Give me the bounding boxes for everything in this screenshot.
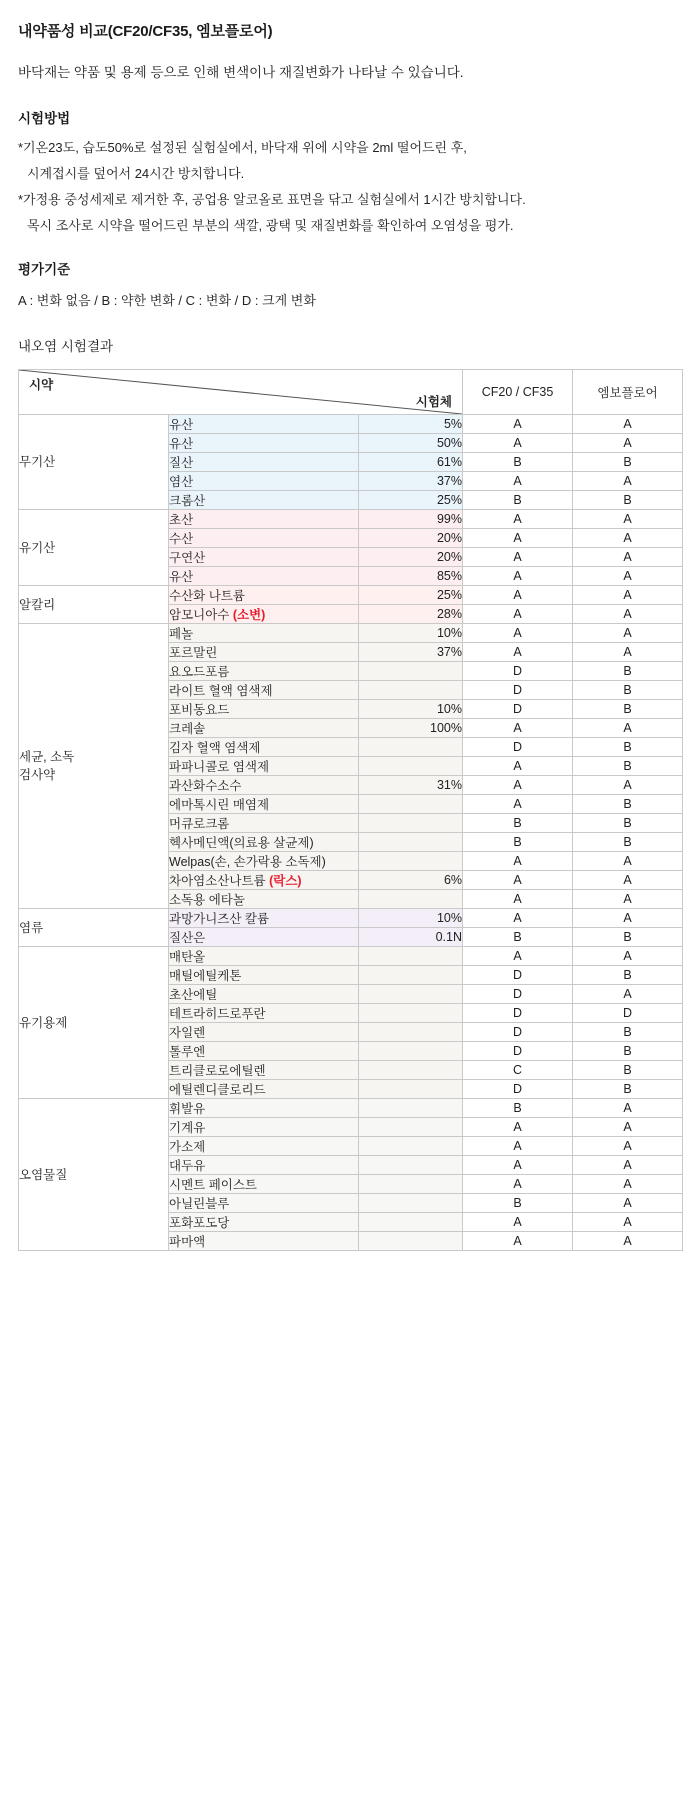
chemical-name-cell: 파파니콜로 염색제 (169, 757, 359, 776)
header-specimen-label: 시험체 (415, 395, 453, 410)
concentration-cell (359, 662, 463, 681)
concentration-cell (359, 1061, 463, 1080)
concentration-cell (359, 1232, 463, 1251)
chemical-name-cell: 시멘트 페이스트 (169, 1175, 359, 1194)
chemical-name-cell: 헥사메딘액(의료용 살균제) (169, 833, 359, 852)
concentration-cell: 10% (359, 909, 463, 928)
concentration-cell (359, 814, 463, 833)
concentration-cell (359, 1080, 463, 1099)
chemical-name-cell: 크롬산 (169, 491, 359, 510)
result-embo-cell: B (573, 1080, 683, 1099)
chemical-name-cell: 에마톡시린 매염제 (169, 795, 359, 814)
concentration-cell (359, 985, 463, 1004)
result-embo-cell: B (573, 1023, 683, 1042)
chemical-name-cell: 구연산 (169, 548, 359, 567)
chemical-name-cell: 포화포도당 (169, 1213, 359, 1232)
concentration-cell: 25% (359, 586, 463, 605)
result-embo-cell: B (573, 814, 683, 833)
result-cf-cell: A (463, 1137, 573, 1156)
result-cf-cell: D (463, 966, 573, 985)
result-cf-cell: A (463, 548, 573, 567)
result-cf-cell: A (463, 529, 573, 548)
chemical-alias-tag: (소변) (229, 608, 266, 623)
result-cf-cell: D (463, 985, 573, 1004)
concentration-cell: 20% (359, 548, 463, 567)
result-cf-cell: B (463, 928, 573, 947)
chemical-name-cell: 초산에틸 (169, 985, 359, 1004)
result-embo-cell: A (573, 985, 683, 1004)
result-cf-cell: B (463, 453, 573, 472)
criteria-heading: 평가기준 (18, 262, 71, 278)
concentration-cell (359, 947, 463, 966)
result-embo-cell: A (573, 510, 683, 529)
result-cf-cell: A (463, 472, 573, 491)
result-cf-cell: A (463, 1213, 573, 1232)
concentration-cell: 10% (359, 700, 463, 719)
result-cf-cell: A (463, 909, 573, 928)
result-cf-cell: A (463, 776, 573, 795)
concentration-cell: 37% (359, 643, 463, 662)
result-embo-cell: A (573, 1156, 683, 1175)
chemical-name-cell: 수산화 나트륨 (169, 586, 359, 605)
result-embo-cell: A (573, 909, 683, 928)
result-embo-cell: A (573, 605, 683, 624)
result-embo-cell: A (573, 567, 683, 586)
chemical-name-cell: 파마액 (169, 1232, 359, 1251)
concentration-cell (359, 1118, 463, 1137)
result-embo-cell: B (573, 453, 683, 472)
chemical-name-cell: 가소제 (169, 1137, 359, 1156)
result-cf-cell: D (463, 662, 573, 681)
chemical-name-cell: 김자 혈액 염색제 (169, 738, 359, 757)
result-embo-cell: B (573, 795, 683, 814)
results-table-body (19, 415, 683, 1251)
concentration-cell (359, 1099, 463, 1118)
concentration-cell (359, 1175, 463, 1194)
result-embo-cell: A (573, 586, 683, 605)
concentration-cell (359, 1194, 463, 1213)
chemical-name-cell: 포르말린 (169, 643, 359, 662)
category-cell: 유기용제 (19, 947, 169, 1099)
concentration-cell: 28% (359, 605, 463, 624)
header-result-embo: 엠보플로어 (573, 370, 683, 415)
result-embo-cell: A (573, 871, 683, 890)
concentration-cell (359, 1213, 463, 1232)
chemical-name-cell: Welpas(손, 손가락용 소독제) (169, 852, 359, 871)
result-cf-cell: A (463, 605, 573, 624)
concentration-cell: 31% (359, 776, 463, 795)
results-table (18, 369, 683, 1251)
result-embo-cell: B (573, 681, 683, 700)
chemical-name-cell: 라이트 혈액 염색제 (169, 681, 359, 700)
chemical-name-cell: 자일렌 (169, 1023, 359, 1042)
result-embo-cell: A (573, 852, 683, 871)
category-cell: 알칼리 (19, 586, 169, 624)
concentration-cell (359, 738, 463, 757)
category-cell: 유기산 (19, 510, 169, 586)
result-embo-cell: A (573, 1194, 683, 1213)
method-line-3: *가정용 중성세제로 제거한 후, 공업용 알코올로 표면을 닦고 실험실에서 1시간 방치합니다. (18, 191, 526, 207)
result-embo-cell: A (573, 434, 683, 453)
result-embo-cell: A (573, 776, 683, 795)
concentration-cell (359, 1156, 463, 1175)
result-cf-cell: D (463, 1004, 573, 1023)
table-row (19, 510, 683, 529)
concentration-cell (359, 681, 463, 700)
category-cell: 오염물질 (19, 1099, 169, 1251)
concentration-cell: 20% (359, 529, 463, 548)
chemical-name-cell: 유산 (169, 567, 359, 586)
result-cf-cell: D (463, 738, 573, 757)
chemical-name-cell: 유산 (169, 415, 359, 434)
concentration-cell (359, 890, 463, 909)
result-cf-cell: A (463, 567, 573, 586)
chemical-name-cell: 과망가니즈산 칼륨 (169, 909, 359, 928)
result-embo-cell: A (573, 1232, 683, 1251)
result-embo-cell: B (573, 833, 683, 852)
chemical-name-cell: 매틸에틸케톤 (169, 966, 359, 985)
chemical-name-cell: 크레솔 (169, 719, 359, 738)
concentration-cell: 99% (359, 510, 463, 529)
diagonal-line-icon (19, 370, 462, 414)
result-embo-cell: B (573, 966, 683, 985)
chemical-name-cell: 과산화수소수 (169, 776, 359, 795)
result-embo-cell: B (573, 662, 683, 681)
result-cf-cell: D (463, 1023, 573, 1042)
result-cf-cell: A (463, 795, 573, 814)
result-cf-cell: A (463, 947, 573, 966)
chemical-name-cell: 염산 (169, 472, 359, 491)
result-embo-cell: B (573, 700, 683, 719)
concentration-cell: 6% (359, 871, 463, 890)
result-embo-cell: A (573, 1137, 683, 1156)
result-cf-cell: A (463, 852, 573, 871)
chemical-name-cell: 유산 (169, 434, 359, 453)
chemical-alias-tag: (락스) (265, 874, 302, 889)
concentration-cell: 37% (359, 472, 463, 491)
concentration-cell (359, 1004, 463, 1023)
table-row (19, 415, 683, 434)
chemical-name-cell: 페놀 (169, 624, 359, 643)
chemical-name-cell: 질산은 (169, 928, 359, 947)
result-cf-cell: A (463, 890, 573, 909)
concentration-cell: 0.1N (359, 928, 463, 947)
chemical-name-cell: 에틸렌디클로리드 (169, 1080, 359, 1099)
chemical-name-cell: 요오드포름 (169, 662, 359, 681)
result-embo-cell: A (573, 548, 683, 567)
concentration-cell: 61% (359, 453, 463, 472)
table-row (19, 624, 683, 643)
result-embo-cell: A (573, 890, 683, 909)
result-embo-cell: A (573, 1118, 683, 1137)
method-line-1: *기온23도, 습도50%로 설정된 실험실에서, 바닥재 위에 시약을 2ml 떨어드린 후, (18, 140, 467, 155)
result-cf-cell: B (463, 1099, 573, 1118)
result-heading: 내오염 시험결과 (18, 339, 114, 355)
method-line-4: 목시 조사로 시약을 떨어드린 부분의 색깔, 광택 및 재질변화를 확인하여 오염성을 평가. (27, 217, 514, 233)
table-header-row (19, 370, 683, 415)
concentration-cell: 10% (359, 624, 463, 643)
result-embo-cell: B (573, 757, 683, 776)
result-cf-cell: A (463, 434, 573, 453)
table-row (19, 586, 683, 605)
result-embo-cell: B (573, 928, 683, 947)
result-cf-cell: A (463, 586, 573, 605)
chemical-name-cell: 대두유 (169, 1156, 359, 1175)
result-cf-cell: A (463, 1175, 573, 1194)
result-embo-cell: A (573, 472, 683, 491)
result-cf-cell: A (463, 643, 573, 662)
result-cf-cell: B (463, 833, 573, 852)
concentration-cell (359, 1023, 463, 1042)
chemical-name-cell: 암모니아수 (소변) (169, 605, 359, 624)
concentration-cell (359, 1042, 463, 1061)
concentration-cell (359, 833, 463, 852)
result-cf-cell: D (463, 1042, 573, 1061)
chemical-name-cell: 기계유 (169, 1118, 359, 1137)
concentration-cell: 25% (359, 491, 463, 510)
result-embo-cell: A (573, 643, 683, 662)
table-row (19, 909, 683, 928)
result-embo-cell: A (573, 1175, 683, 1194)
method-line-2: 시계접시를 덮어서 24시간 방치합니다. (27, 165, 245, 181)
concentration-cell: 50% (359, 434, 463, 453)
result-embo-cell: A (573, 1213, 683, 1232)
concentration-cell: 85% (359, 567, 463, 586)
category-cell: 염류 (19, 909, 169, 947)
spacer (18, 242, 682, 258)
chemical-name-cell: 휘발유 (169, 1099, 359, 1118)
result-embo-cell: A (573, 1099, 683, 1118)
chemical-name-cell: 질산 (169, 453, 359, 472)
result-embo-cell: A (573, 529, 683, 548)
intro-text: 바닥재는 약품 및 용제 등으로 인해 변색이나 재질변화가 나타날 수 있습니다. (18, 65, 464, 80)
chemical-name-cell: 머큐로크롬 (169, 814, 359, 833)
result-embo-cell: A (573, 415, 683, 434)
header-corner-cell (19, 370, 463, 415)
result-embo-cell: B (573, 491, 683, 510)
result-cf-cell: A (463, 1156, 573, 1175)
concentration-cell: 100% (359, 719, 463, 738)
method-heading: 시험방법 (18, 111, 71, 126)
concentration-cell (359, 757, 463, 776)
result-cf-cell: A (463, 510, 573, 529)
chemical-name-cell: 톨루엔 (169, 1042, 359, 1061)
result-cf-cell: A (463, 719, 573, 738)
category-cell: 세균, 소독 검사약 (19, 624, 169, 909)
concentration-cell (359, 795, 463, 814)
result-cf-cell: D (463, 681, 573, 700)
result-cf-cell: A (463, 415, 573, 434)
chemical-name-cell: 트리클로로에틸렌 (169, 1061, 359, 1080)
result-embo-cell: D (573, 1004, 683, 1023)
header-result-cf: CF20 / CF35 (463, 370, 573, 415)
concentration-cell (359, 1137, 463, 1156)
chemical-name-cell: 테트라히드로푸란 (169, 1004, 359, 1023)
table-row (19, 1099, 683, 1118)
table-row (19, 947, 683, 966)
chemical-name-cell: 소독용 에타놀 (169, 890, 359, 909)
chemical-name-cell: 수산 (169, 529, 359, 548)
result-embo-cell: B (573, 1061, 683, 1080)
result-embo-cell: B (573, 1042, 683, 1061)
result-cf-cell: D (463, 700, 573, 719)
chemical-name-cell: 아닐린블루 (169, 1194, 359, 1213)
chemical-name-cell: 초산 (169, 510, 359, 529)
chemical-name-cell: 포비동요드 (169, 700, 359, 719)
page-title: 내약품성 비교(CF20/CF35, 엠보플로어) (18, 23, 273, 40)
result-cf-cell: A (463, 871, 573, 890)
result-cf-cell: A (463, 1232, 573, 1251)
result-cf-cell: A (463, 1118, 573, 1137)
result-cf-cell: A (463, 624, 573, 643)
result-embo-cell: A (573, 719, 683, 738)
result-cf-cell: B (463, 491, 573, 510)
result-cf-cell: C (463, 1061, 573, 1080)
result-cf-cell: B (463, 814, 573, 833)
result-embo-cell: A (573, 947, 683, 966)
chemical-name-cell: 차아염소산나트륨 (락스) (169, 871, 359, 890)
category-cell: 무기산 (19, 415, 169, 510)
concentration-cell (359, 966, 463, 985)
result-cf-cell: D (463, 1080, 573, 1099)
result-embo-cell: B (573, 738, 683, 757)
concentration-cell (359, 852, 463, 871)
header-reagent-label: 시약 (29, 378, 54, 393)
criteria-text: A : 변화 없음 / B : 약한 변화 / C : 변화 / D : 크게 변화 (18, 293, 316, 309)
chemical-name-cell: 매탄올 (169, 947, 359, 966)
concentration-cell: 5% (359, 415, 463, 434)
result-cf-cell: A (463, 757, 573, 776)
result-cf-cell: B (463, 1194, 573, 1213)
result-embo-cell: A (573, 624, 683, 643)
